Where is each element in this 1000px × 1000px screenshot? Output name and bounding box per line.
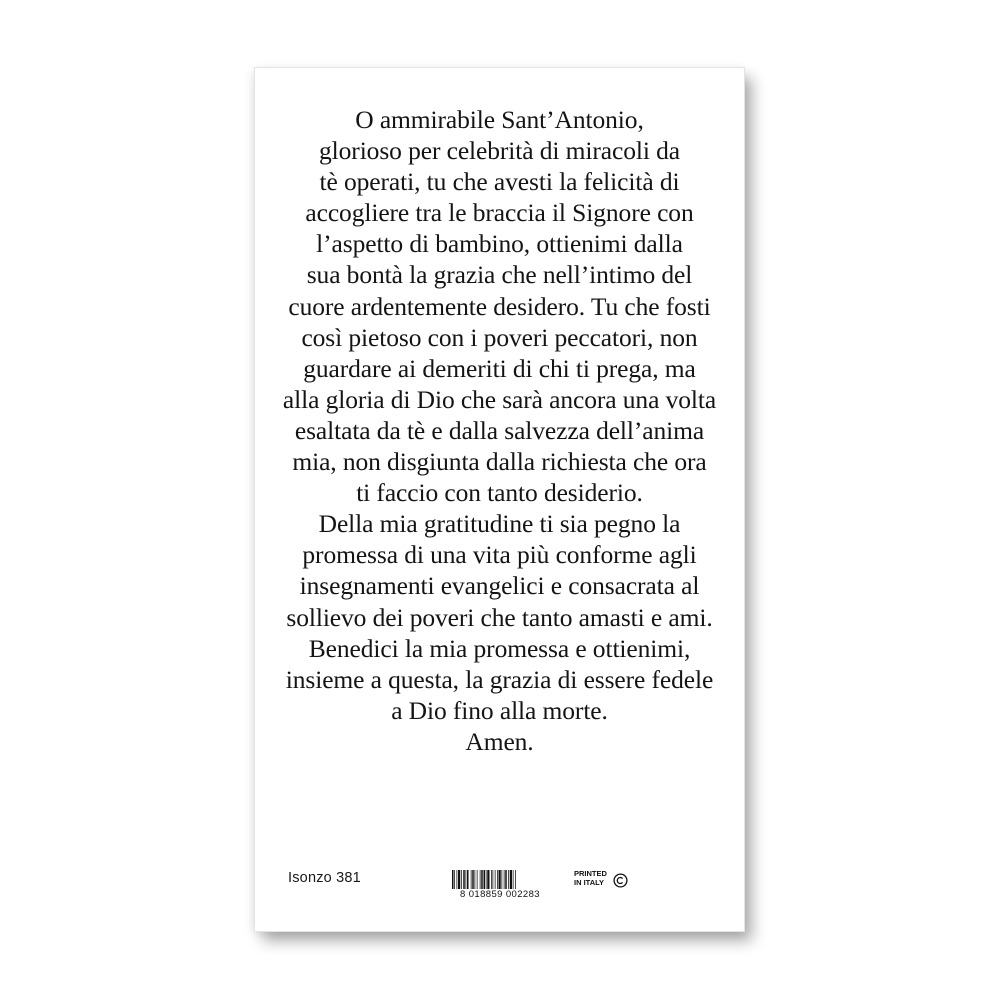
copyright-icon (613, 873, 628, 888)
prayer-line: insieme a questa, la grazia di essere fedele (285, 664, 714, 694)
barcode-bar (487, 870, 489, 889)
barcode-bar (499, 870, 501, 889)
prayer-line: guardare ai demeriti di chi ti prega, ma (303, 353, 696, 383)
prayer-line: così pietoso con i poveri peccatori, non (301, 322, 698, 352)
barcode (451, 870, 549, 901)
product-code: Isonzo 381 (288, 870, 361, 886)
prayer-line: promessa di una vita più conforme agli (302, 540, 697, 570)
barcode-bar (480, 870, 481, 889)
barcode-bar (491, 870, 492, 889)
prayer-line: glorioso per celebrità di miracoli da (319, 136, 680, 166)
prayer-line: O ammirabile Sant’Antonio, (355, 105, 644, 134)
barcode-bar (502, 870, 503, 889)
printed-label: PRINTED (574, 869, 607, 878)
prayer-line: esaltata da tè e dalla salvezza dell’anima (294, 415, 705, 445)
prayer-line: Benedici la mia promessa e ottienimi, (308, 633, 691, 663)
prayer-line: accogliere tra le braccia il Signore con (305, 198, 694, 228)
barcode-bar (452, 870, 454, 889)
barcode-bar (472, 870, 474, 889)
barcode-bar (467, 870, 469, 889)
prayer-line: alla gloria di Dio che sarà ancora una volta (282, 384, 717, 414)
prayer-line: sua bontà la grazia che nell’intimo del (306, 260, 693, 290)
barcode-bar (493, 870, 494, 889)
barcode-bar (481, 870, 483, 889)
barcode-bar (461, 870, 462, 889)
barcode-bar (477, 870, 478, 889)
barcode-bar (458, 870, 460, 889)
barcode-bar (495, 870, 496, 889)
prayer-card (255, 68, 744, 931)
prayer-line: l’aspetto di bambino, ottienimi dalla (316, 229, 683, 259)
barcode-bar (510, 870, 512, 889)
prayer-line: insegnamenti evangelici e consacrata al (299, 571, 700, 601)
in-italy-label: IN ITALY (574, 878, 605, 887)
prayer-line: mia, non disgiunta dalla richiesta che ora (292, 447, 707, 477)
barcode-bar (475, 870, 476, 889)
prayer-line: tè operati, tu che avesti la felicità di (319, 167, 680, 197)
barcode-bar (515, 870, 516, 889)
barcode-bar (463, 870, 465, 889)
barcode-bar (457, 870, 458, 889)
barcode-bar (508, 870, 509, 889)
barcode-number: 8 018859 002283 (460, 889, 540, 900)
printed-in-italy (574, 869, 607, 887)
barcode-bar (454, 870, 455, 889)
barcode-bars-icon (451, 870, 549, 889)
barcode-bar (484, 870, 486, 889)
barcode-bar (505, 870, 507, 889)
prayer-line: a Dio fino alla morte. (391, 695, 608, 725)
barcode-bar (466, 870, 467, 889)
barcode-bar (486, 870, 487, 889)
barcode-bar (513, 870, 514, 889)
barcode-bar (504, 870, 505, 889)
prayer-line: cuore ardentemente desidero. Tu che fosti (288, 291, 711, 321)
barcode-bar (497, 870, 498, 889)
barcode-bar (471, 870, 472, 889)
prayer-line: Della mia gratitudine ti sia pegno la (318, 509, 681, 539)
prayer-line: sollievo dei poveri che tanto amasti e ami. (286, 602, 713, 632)
prayer-line: ti faccio con tanto desiderio. (356, 478, 643, 508)
prayer-amen: Amen. (465, 726, 534, 756)
prayer-text (255, 104, 744, 757)
